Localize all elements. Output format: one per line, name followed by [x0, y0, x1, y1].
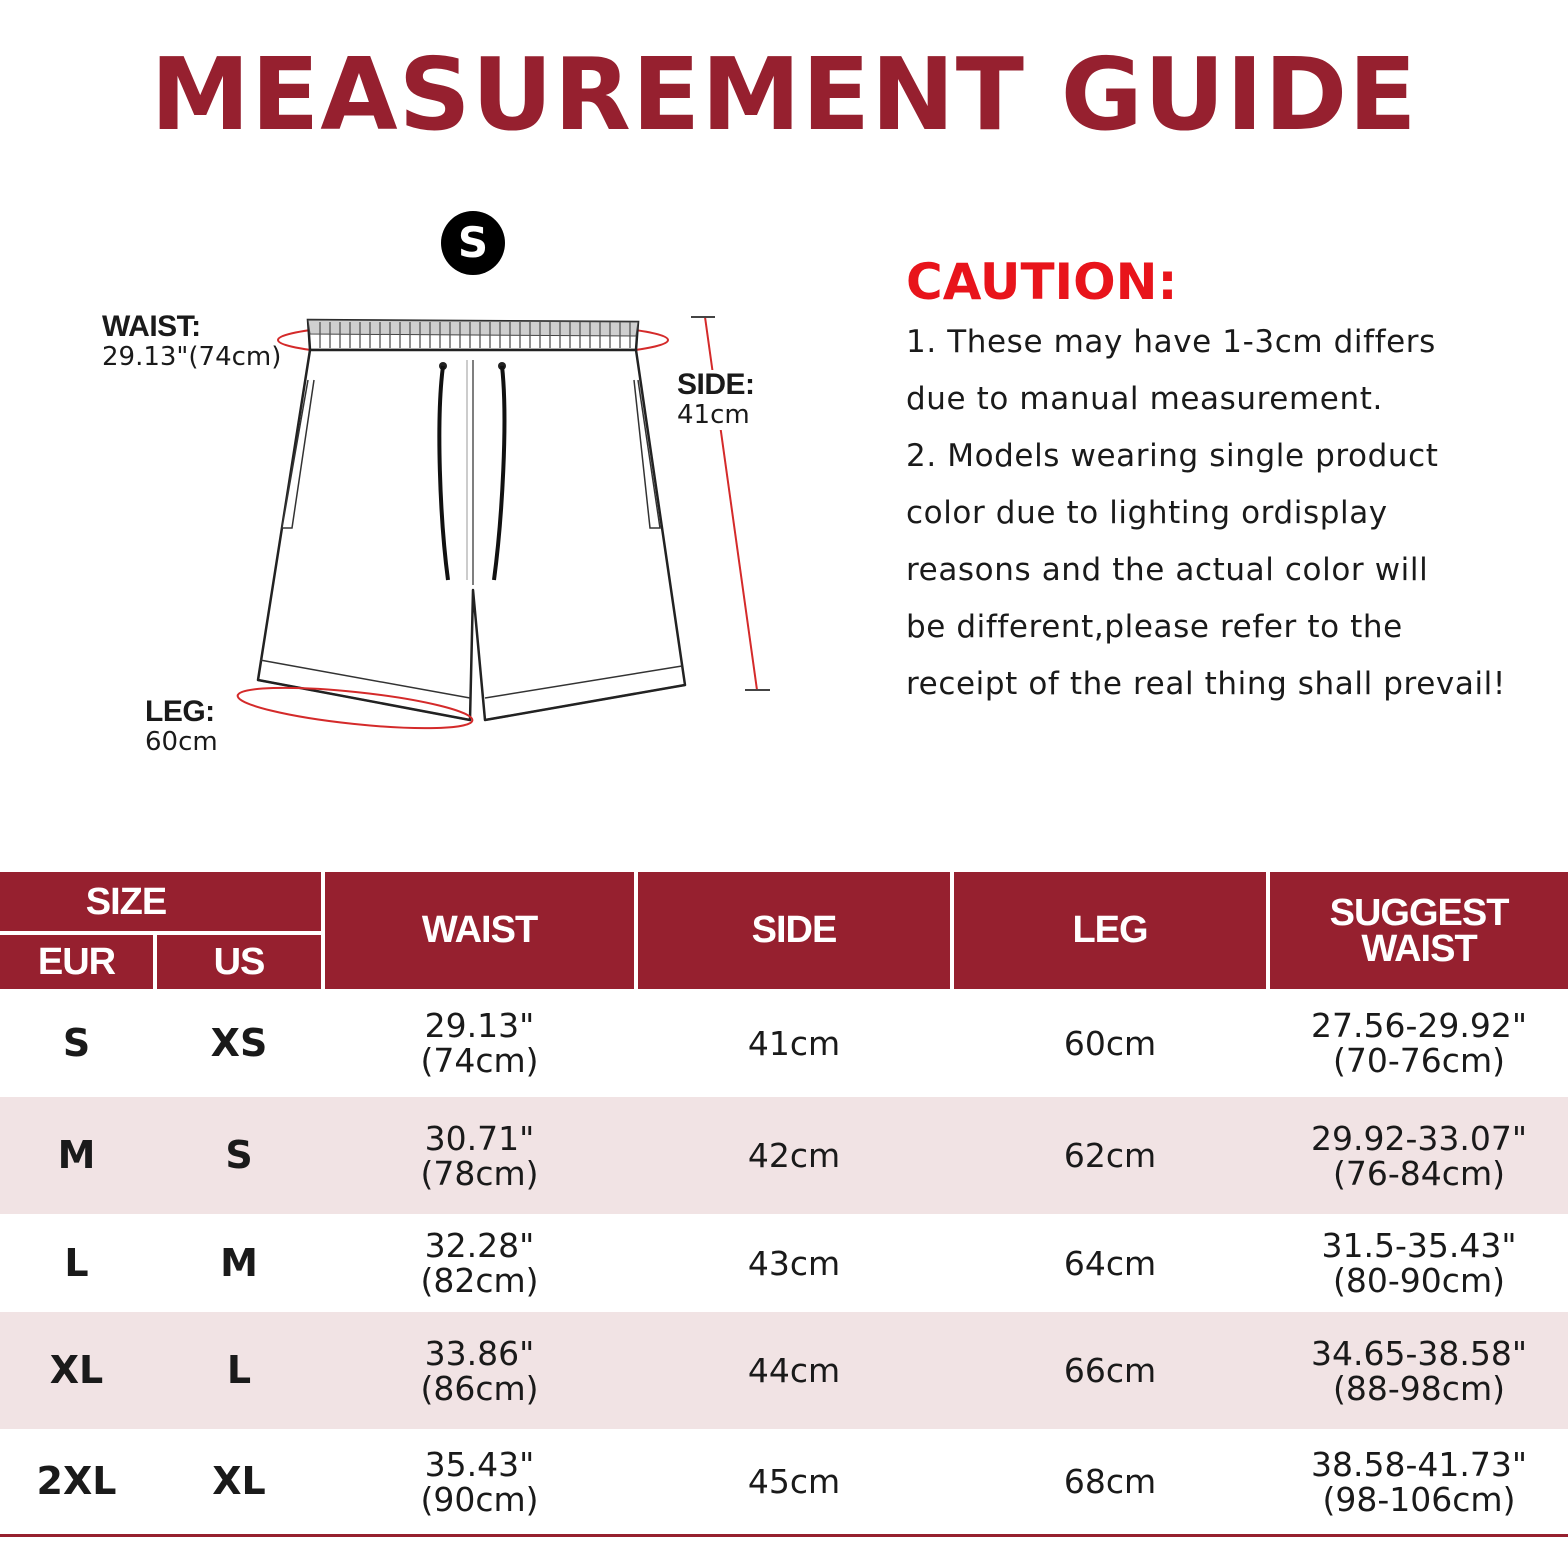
cell-waist-cm: (90cm): [420, 1479, 539, 1519]
cell-waist: [325, 1097, 634, 1214]
cell-waist: [325, 1429, 634, 1534]
table-row: [0, 1312, 1568, 1429]
cell-leg: 68cm: [1063, 1462, 1157, 1501]
cell-side: 41cm: [747, 1023, 841, 1063]
header-suggest-line: WAIST: [1361, 927, 1477, 970]
caution-line: 1. These may have 1-3cm differs: [906, 324, 1436, 360]
cell-waist-in: 29.13": [424, 1006, 535, 1045]
leg-callout-label: LEG:: [145, 695, 215, 728]
table-row: [0, 989, 1568, 1097]
cell-leg: 64cm: [1063, 1243, 1157, 1283]
table-row: [0, 1214, 1568, 1312]
cell-suggest-waist: [1270, 1312, 1568, 1429]
cell-suggest-waist: [1270, 989, 1568, 1097]
cell-waist-cm: (78cm): [420, 1153, 539, 1193]
leg-callout: [145, 697, 218, 757]
cell-us: M: [220, 1240, 258, 1285]
cell-suggest-cm: (76-84cm): [1333, 1153, 1505, 1193]
cell-suggest-cm: (80-90cm): [1333, 1261, 1505, 1300]
cell-waist-in: 32.28": [424, 1226, 535, 1265]
cell-waist-cm: (86cm): [420, 1368, 539, 1408]
cell-suggest-in: 29.92-33.07": [1310, 1118, 1528, 1158]
caution-line: be different,please refer to the: [906, 609, 1403, 645]
cell-waist-cm: (82cm): [420, 1261, 539, 1300]
cell-side: 44cm: [747, 1351, 841, 1390]
cell-leg: 62cm: [1063, 1136, 1157, 1175]
cell-eur: 2XL: [36, 1459, 117, 1503]
cell-waist: [325, 1214, 634, 1312]
cell-eur: XL: [49, 1348, 104, 1392]
table-row: [0, 1429, 1568, 1534]
cell-suggest-in: 38.58-41.73": [1310, 1444, 1528, 1484]
cell-waist-in: 30.71": [424, 1118, 535, 1158]
cell-side: 43cm: [747, 1243, 841, 1283]
header-suggest-line: SUGGEST: [1329, 891, 1509, 934]
leg-callout-value: 60cm: [145, 727, 218, 757]
page-title: MEASUREMENT GUIDE: [150, 36, 1418, 153]
cell-suggest-waist: [1270, 1214, 1568, 1312]
cell-us: S: [225, 1133, 253, 1177]
shorts-illustration: [230, 300, 790, 740]
cell-us: XL: [212, 1459, 266, 1503]
cell-suggest-in: 34.65-38.58": [1310, 1333, 1528, 1373]
header-size: SIZE: [85, 880, 167, 923]
cell-suggest-cm: (70-76cm): [1333, 1041, 1505, 1080]
cell-side: 42cm: [747, 1136, 841, 1175]
waist-callout-label: WAIST:: [102, 310, 201, 343]
table-row: [0, 1097, 1568, 1214]
caution-line: color due to lighting ordisplay: [906, 495, 1388, 531]
cell-suggest-in: 31.5-35.43": [1321, 1226, 1517, 1265]
cell-eur: S: [62, 1020, 91, 1065]
caution-line: receipt of the real thing shall prevail!: [906, 666, 1506, 702]
cell-waist-cm: (74cm): [420, 1041, 539, 1080]
table-bottom-border: [0, 1534, 1568, 1537]
side-callout-value: 41cm: [677, 400, 750, 430]
header-side: SIDE: [751, 909, 837, 951]
side-callout: [677, 370, 761, 430]
caution-line: reasons and the actual color will: [906, 552, 1429, 588]
waist-callout: [102, 312, 281, 372]
cell-side: 45cm: [747, 1462, 841, 1501]
cell-eur: L: [64, 1240, 89, 1285]
cell-leg: 60cm: [1063, 1023, 1157, 1063]
cell-suggest-waist: [1270, 1097, 1568, 1214]
caution-line: due to manual measurement.: [906, 381, 1383, 417]
cell-waist-in: 33.86": [424, 1333, 535, 1373]
header-eur: EUR: [37, 940, 116, 983]
header-leg: LEG: [1072, 909, 1148, 951]
cell-leg: 66cm: [1063, 1351, 1157, 1390]
waist-callout-value: 29.13"(74cm): [102, 342, 282, 372]
header-waist: WAIST: [421, 909, 538, 951]
cell-suggest-in: 27.56-29.92": [1310, 1006, 1528, 1045]
caution-notes: [906, 314, 1546, 713]
side-callout-label: SIDE:: [677, 368, 755, 401]
header-suggest-waist: [1270, 872, 1568, 989]
cell-us: L: [226, 1348, 252, 1392]
cell-suggest-waist: [1270, 1429, 1568, 1534]
caution-line: 2. Models wearing single product: [906, 438, 1439, 474]
cell-suggest-cm: (88-98cm): [1333, 1368, 1505, 1408]
header-us: US: [213, 940, 265, 983]
cell-us: XS: [210, 1020, 268, 1065]
cell-waist: [325, 1312, 634, 1429]
cell-suggest-cm: (98-106cm): [1322, 1479, 1516, 1519]
caution-heading: CAUTION:: [906, 253, 1178, 311]
cell-eur: M: [57, 1133, 96, 1177]
cell-waist-in: 35.43": [424, 1444, 535, 1484]
cell-waist: [325, 989, 634, 1097]
size-badge: S: [441, 211, 505, 275]
